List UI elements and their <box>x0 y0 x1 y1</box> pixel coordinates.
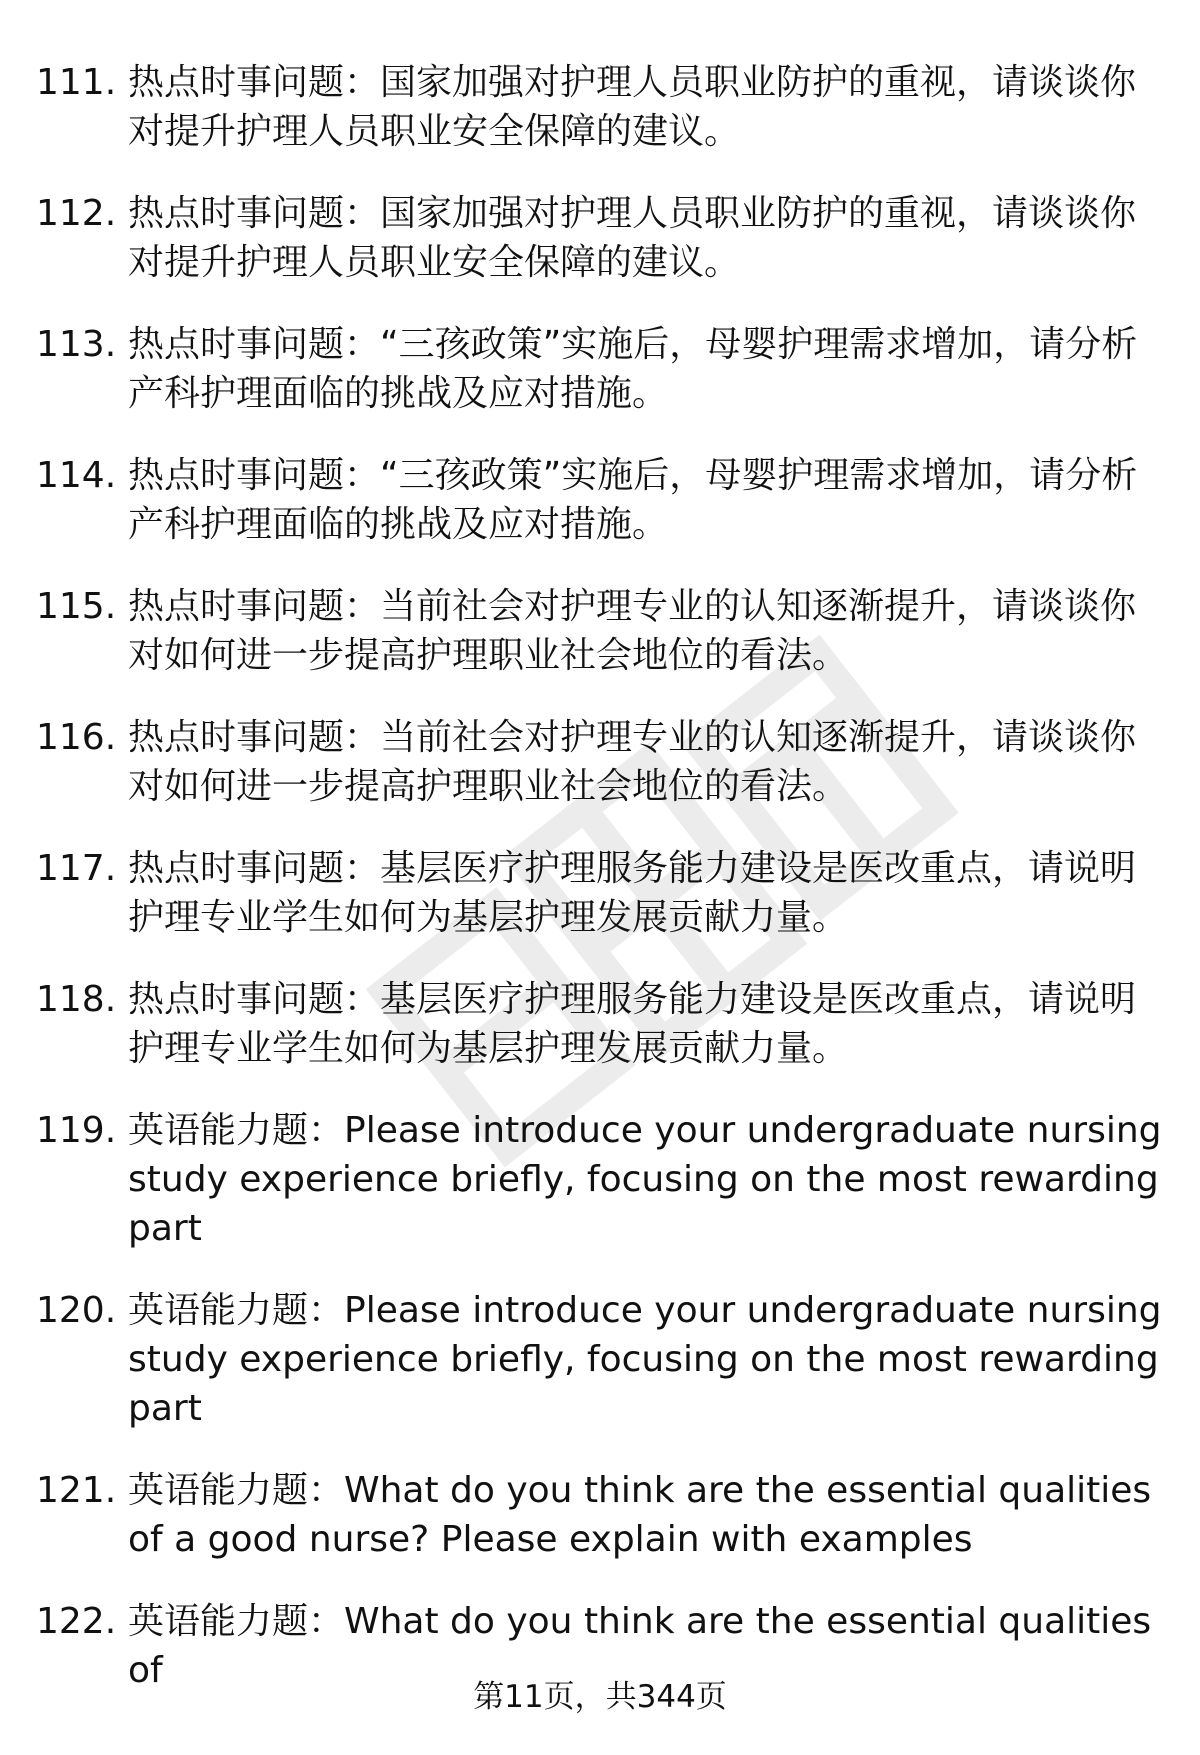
question-text: 英语能力题：What do you think are the essential qualities of <box>128 1601 1152 1691</box>
question-text: 热点时事问题：国家加强对护理人员职业防护的重视，请谈谈你对提升护理人员职业安全保障的建议。 <box>128 193 1137 283</box>
page-number-footer: 第11页，共344页 <box>473 1679 727 1715</box>
question-number: 122. <box>36 1601 117 1642</box>
list-item <box>36 582 1166 680</box>
question-number: 119. <box>36 1110 117 1151</box>
question-number: 116. <box>36 717 117 758</box>
question-text: 热点时事问题：基层医疗护理服务能力建设是医改重点，请说明护理专业学生如何为基层护理发展贡献力量。 <box>128 979 1137 1069</box>
question-number: 121. <box>36 1470 117 1511</box>
list-item <box>36 451 1166 549</box>
list-item <box>36 975 1166 1073</box>
list-item <box>36 58 1166 156</box>
question-text: 热点时事问题：“三孩政策”实施后，母婴护理需求增加，请分析产科护理面临的挑战及应对措施。 <box>128 324 1138 414</box>
question-number: 120. <box>36 1290 117 1331</box>
question-text: 热点时事问题：国家加强对护理人员职业防护的重视，请谈谈你对提升护理人员职业安全保障的建议。 <box>128 62 1137 152</box>
question-text: 热点时事问题：基层医疗护理服务能力建设是医改重点，请说明护理专业学生如何为基层护理发展贡献力量。 <box>128 848 1137 938</box>
question-number: 115. <box>36 586 117 627</box>
question-text: 热点时事问题：当前社会对护理专业的认知逐渐提升，请谈谈你对如何进一步提高护理职业社会地位的看法。 <box>128 717 1137 807</box>
list-item <box>36 713 1166 811</box>
question-list <box>36 58 1166 1695</box>
list-item <box>36 189 1166 287</box>
list-item <box>36 1106 1166 1253</box>
question-text: 英语能力题：Please introduce your undergraduate nursing study experience briefly, focusing on the most rewarding part <box>128 1110 1162 1249</box>
question-text: 热点时事问题：“三孩政策”实施后，母婴护理需求增加，请分析产科护理面临的挑战及应对措施。 <box>128 455 1138 545</box>
question-number: 111. <box>36 62 117 103</box>
question-number: 113. <box>36 324 117 365</box>
question-number: 118. <box>36 979 117 1020</box>
list-item <box>36 320 1166 418</box>
question-text: 英语能力题：What do you think are the essential qualities of a good nurse? Please explain with examples <box>128 1470 1152 1560</box>
list-item <box>36 1466 1166 1564</box>
question-text: 英语能力题：Please introduce your undergraduate nursing study experience briefly, focusing on the most rewarding part <box>128 1290 1162 1429</box>
list-item <box>36 1286 1166 1433</box>
question-text: 热点时事问题：当前社会对护理专业的认知逐渐提升，请谈谈你对如何进一步提高护理职业社会地位的看法。 <box>128 586 1137 676</box>
list-item <box>36 844 1166 942</box>
question-number: 112. <box>36 193 117 234</box>
question-number: 117. <box>36 848 117 889</box>
question-number: 114. <box>36 455 117 496</box>
